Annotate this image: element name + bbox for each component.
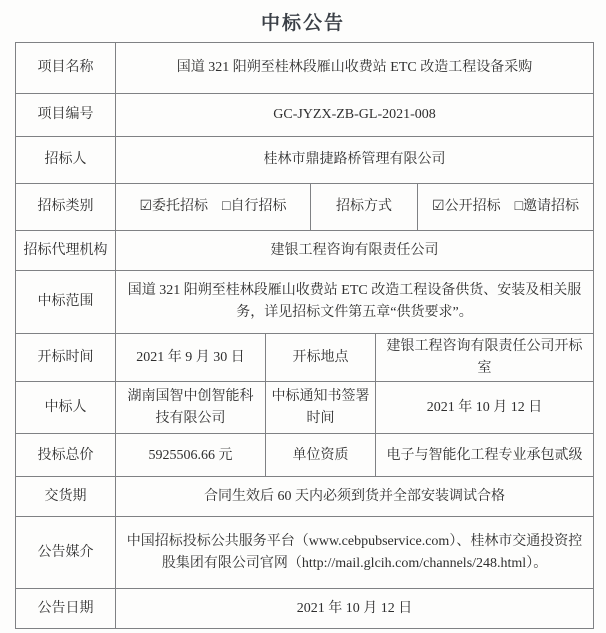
- row-announce-date: [16, 589, 594, 629]
- row-media: [16, 517, 594, 589]
- row-bid-opening: [16, 334, 594, 382]
- tender-method-checkboxes: ☑公开招标 □邀请招标: [418, 184, 594, 231]
- tender-agency-label: 招标代理机构: [16, 231, 116, 271]
- tender-category-label: 招标类别: [16, 184, 116, 231]
- announcement-table: [15, 42, 594, 629]
- row-project-number: [16, 94, 594, 137]
- award-scope-label: 中标范围: [16, 271, 116, 334]
- row-tenderer: [16, 137, 594, 184]
- announce-date-value: 2021 年 10 月 12 日: [116, 589, 594, 629]
- delivery-label: 交货期: [16, 477, 116, 517]
- row-winner: [16, 382, 594, 434]
- project-number-value: GC-JYZX-ZB-GL-2021-008: [116, 94, 594, 137]
- media-value: 中国招标投标公共服务平台（www.cebpubservice.com）、桂林市交通投资控股集团有限公司官网（http://mail.glcih.com/channels/248.html）。: [116, 517, 594, 589]
- winner-value: 湖南国智中创智能科技有限公司: [116, 382, 266, 434]
- tenderer-value: 桂林市鼎捷路桥管理有限公司: [116, 137, 594, 184]
- tenderer-label: 招标人: [16, 137, 116, 184]
- media-label: 公告媒介: [16, 517, 116, 589]
- row-bid-price: [16, 434, 594, 477]
- project-name-value: 国道 321 阳朔至桂林段雁山收费站 ETC 改造工程设备采购: [116, 43, 594, 94]
- winner-label: 中标人: [16, 382, 116, 434]
- bid-opening-time-value: 2021 年 9 月 30 日: [116, 334, 266, 382]
- delivery-value: 合同生效后 60 天内必须到货并全部安装调试合格: [116, 477, 594, 517]
- project-number-label: 项目编号: [16, 94, 116, 137]
- row-project-name: [16, 43, 594, 94]
- row-delivery: [16, 477, 594, 517]
- row-tender-agency: [16, 231, 594, 271]
- bid-price-value: 5925506.66 元: [116, 434, 266, 477]
- row-award-scope: [16, 271, 594, 334]
- page-title: 中标公告: [260, 13, 345, 34]
- bid-opening-place-value: 建银工程咨询有限责任公司开标室: [376, 334, 594, 382]
- bid-price-label: 投标总价: [16, 434, 116, 477]
- tender-method-label: 招标方式: [311, 184, 418, 231]
- award-scope-value: 国道 321 阳朔至桂林段雁山收费站 ETC 改造工程设备供货、安装及相关服务，详见招标文件第五章“供货要求”。: [116, 271, 594, 334]
- qualification-value: 电子与智能化工程专业承包贰级: [376, 434, 594, 477]
- row-tender-category: [16, 184, 594, 231]
- tender-agency-value: 建银工程咨询有限责任公司: [116, 231, 594, 271]
- bid-opening-time-label: 开标时间: [16, 334, 116, 382]
- tender-category-checkboxes: ☑委托招标 □自行招标: [116, 184, 311, 231]
- qualification-label: 单位资质: [266, 434, 376, 477]
- notice-sign-time-label: 中标通知书签署时间: [266, 382, 376, 434]
- bid-opening-place-label: 开标地点: [266, 334, 376, 382]
- notice-sign-time-value: 2021 年 10 月 12 日: [376, 382, 594, 434]
- announce-date-label: 公告日期: [16, 589, 116, 629]
- project-name-label: 项目名称: [16, 43, 116, 94]
